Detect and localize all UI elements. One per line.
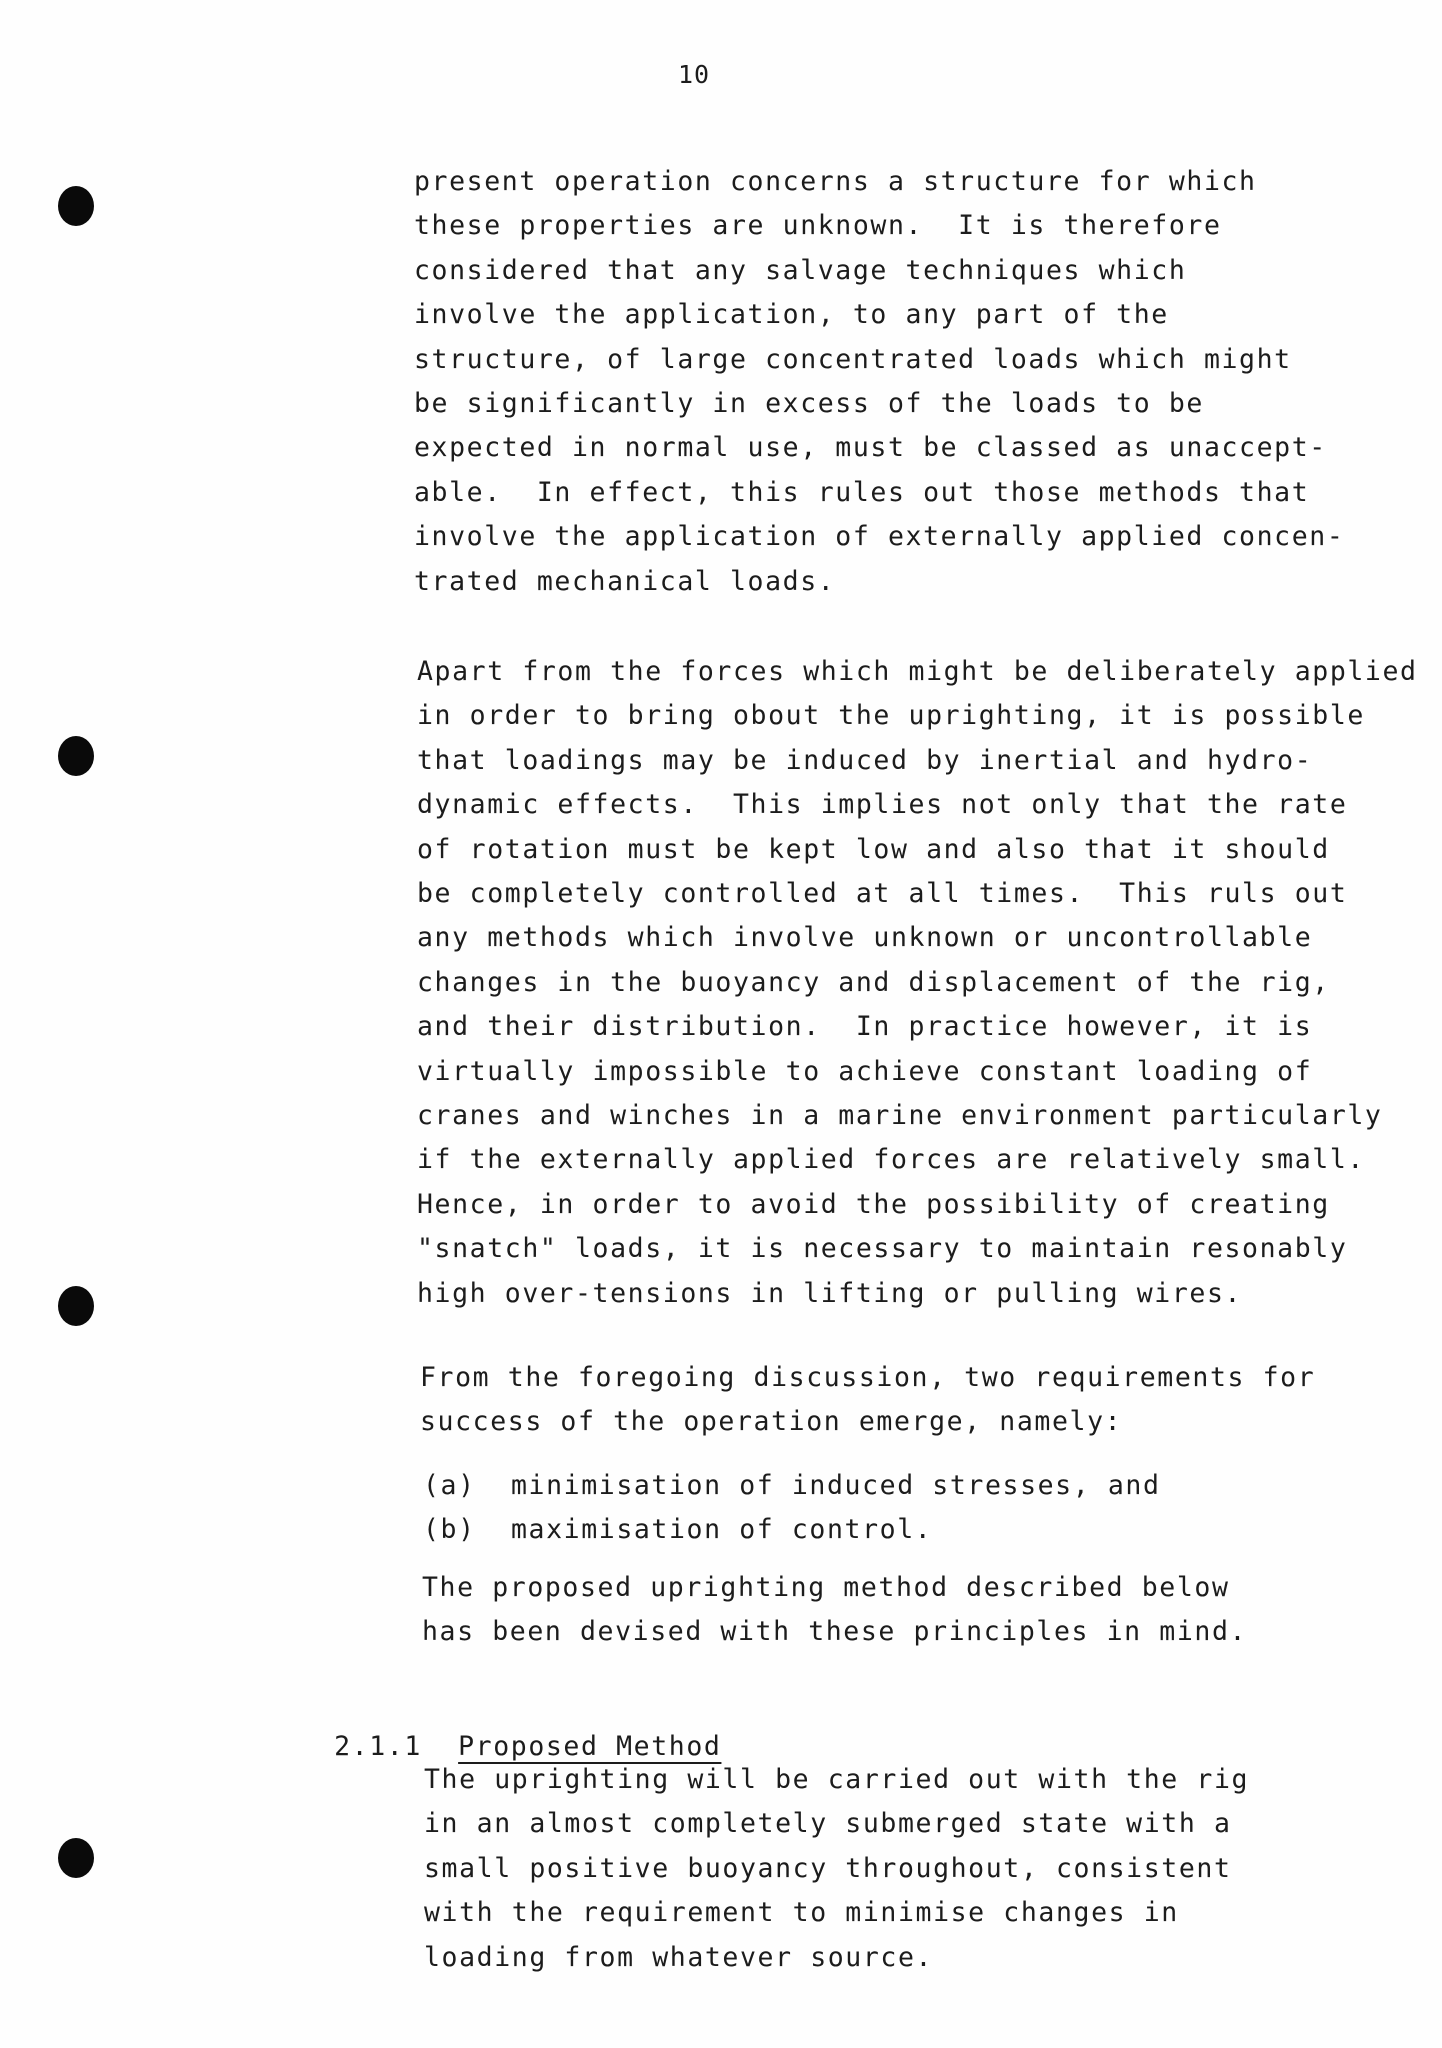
paragraph-structural-loads: present operation concerns a structure for which these properties are unknown. It is therefore considered that any salvage techniques which involve the application, to any part of the structure, of large concentrated loads which might be significantly in excess of the loads to be expected in normal use, must be classed as unaccept- able. In effect, this rules out those methods that involve the application of externally applied concen- trated mechanical loads. (414, 166, 1345, 597)
paragraph-method-principles: The proposed uprighting method described below has been devised with these principles in mind. (422, 1572, 1248, 1648)
list-item (423, 1464, 1161, 1508)
punch-hole (58, 1286, 94, 1326)
list-item (423, 1508, 1161, 1552)
punch-hole (58, 736, 94, 776)
section-title: Proposed Method (458, 1731, 722, 1762)
list-marker: (b) (423, 1514, 476, 1545)
paragraph-requirements-intro: From the foregoing discussion, two requirements for success of the operation emerge, namely: (420, 1362, 1316, 1438)
list-marker: (a) (423, 1470, 476, 1501)
section-number: 2.1.1 (334, 1731, 422, 1762)
section-heading (299, 1700, 721, 1762)
requirements-list (423, 1464, 1161, 1552)
paragraph-induced-loadings: Apart from the forces which might be deliberately applied in order to bring obout the uprighting, it is possible that loadings may be induced by inertial and hydro- dynamic effects. This implies not only that the rate of rotation must be kept low and also that it should be completely controlled at all times. This ruls out any methods which involve unknown or uncontrollable changes in the buoyancy and displacement of the rig, and their distribution. In practice however, it is virtually impossible to achieve constant loading of cranes and winches in a marine environment particularly if the externally applied forces are relatively small. Hence, in order to avoid the possibility of creating "snatch" loads, it is necessary to maintain resonably high over-tensions in lifting or pulling wires. (417, 656, 1418, 1309)
list-item-text: minimisation of induced stresses, and (511, 1470, 1161, 1501)
list-item-text: maximisation of control. (511, 1514, 933, 1545)
paragraph-proposed-method: The uprighting will be carried out with the rig in an almost completely submerged state with a small positive buoyancy throughout, consistent with the requirement to minimise changes in loading from whatever source. (424, 1764, 1250, 1973)
punch-hole (58, 1838, 94, 1878)
page-number: 10 (678, 60, 711, 89)
punch-hole (58, 186, 94, 226)
